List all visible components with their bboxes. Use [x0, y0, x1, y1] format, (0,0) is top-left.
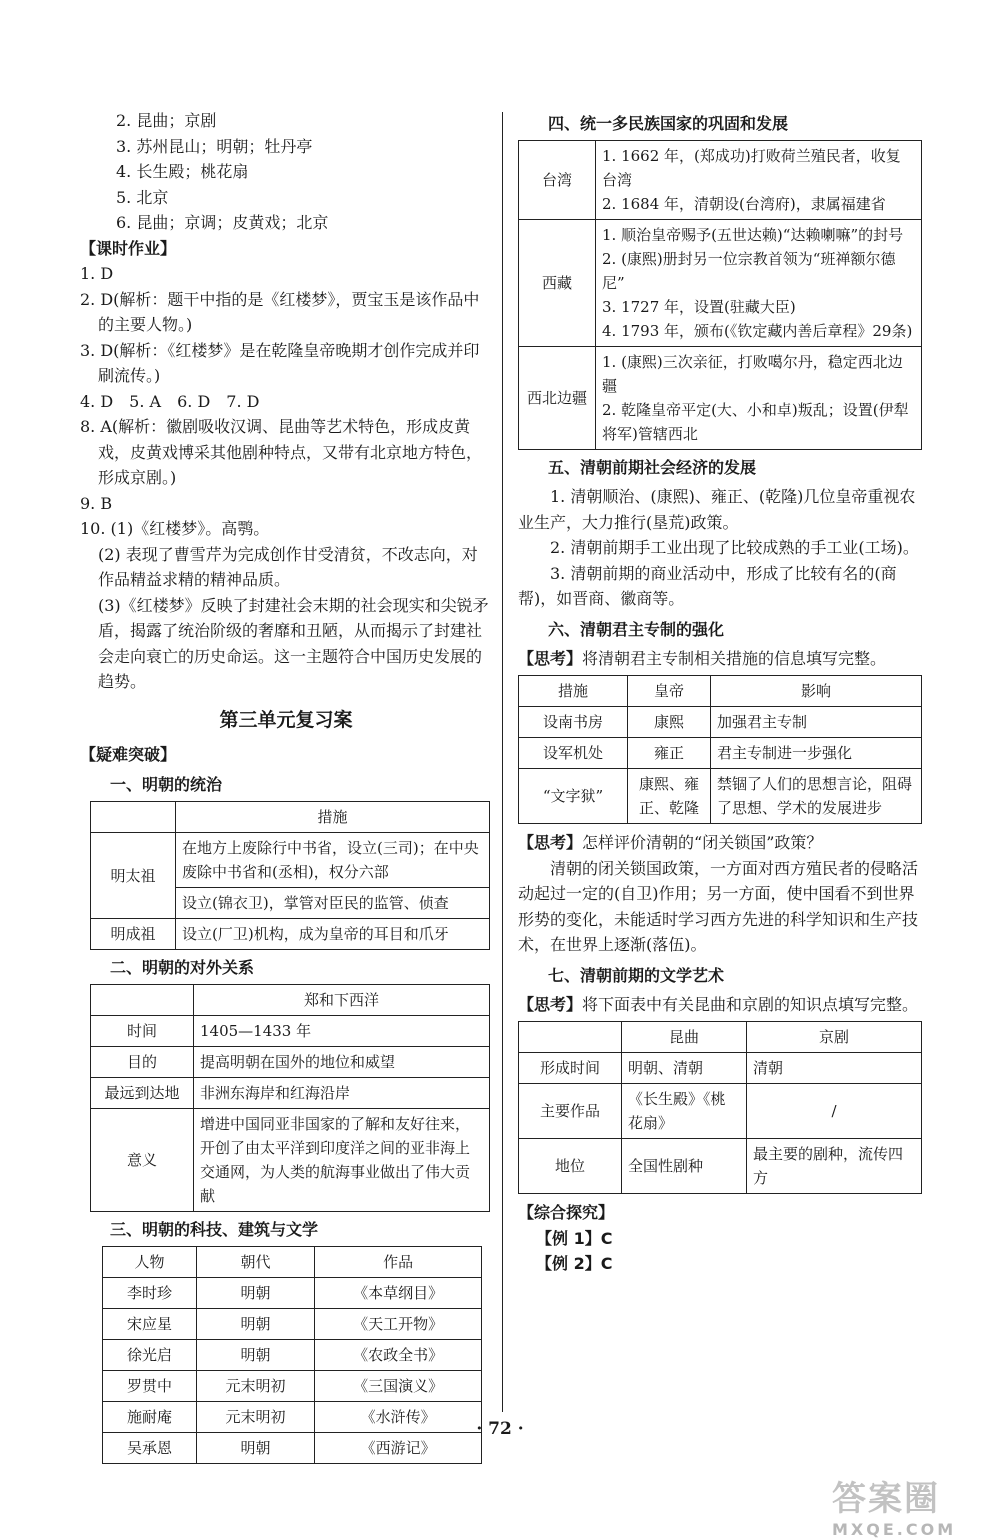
- table-cell: 《长生殿》《桃花扇》: [622, 1084, 747, 1139]
- table-cell-line: 1. (康熙)三次亲征，打败噶尔丹，稳定西北边疆: [602, 353, 903, 395]
- table-cell: [596, 220, 922, 347]
- table-cell: 最远到达地: [91, 1078, 194, 1109]
- homework-answer: 9. B: [80, 493, 113, 513]
- table-cell: 台湾: [519, 141, 596, 220]
- table-row: [519, 1053, 922, 1084]
- table-header: 人物: [103, 1247, 197, 1278]
- body-paragraph: 3. 清朝前期的商业活动中，形成了比较有名的(商帮)，如晋商、徽商等。: [518, 563, 897, 608]
- table-cell: 在地方上废除行中书省，设立(三司)；在中央废除中书省和(丞相)，权分六部: [176, 833, 490, 888]
- table-cell: 主要作品: [519, 1084, 622, 1139]
- answer-line: 2. 昆曲；京剧: [116, 111, 217, 130]
- table-cell: 形成时间: [519, 1053, 622, 1084]
- table-cell: 《本草纲目》: [315, 1278, 482, 1309]
- table-cell: 意义: [91, 1109, 194, 1212]
- body-paragraph: 1. 清朝顺治、(康熙)、雍正、(乾隆)几位皇帝重视农业生产，大力推行(垦荒)政策。: [518, 487, 916, 532]
- answer-line: 3. 苏州昆山；明朝；牡丹亭: [116, 136, 313, 156]
- table-header: 昆曲: [622, 1022, 747, 1053]
- table-cell-line: 2. 1684 年，清朝设(台湾府)，隶属福建省: [602, 195, 886, 213]
- example-answer: 【例 1】C: [536, 1228, 613, 1248]
- table-cell: /: [747, 1084, 922, 1139]
- table-cell: 《水浒传》: [315, 1402, 482, 1433]
- ming-rule-table: [90, 801, 490, 950]
- table-cell: 《西游记》: [315, 1433, 482, 1464]
- homework-heading: 【课时作业】: [80, 238, 177, 258]
- table-cell: 元末明初: [196, 1402, 314, 1433]
- page-number: · 72 ·: [476, 1419, 524, 1439]
- table-cell: 明朝: [196, 1340, 314, 1371]
- table-cell: 《天工开物》: [315, 1309, 482, 1340]
- think-text: 怎样评价清朝的“闭关锁国”政策？: [582, 833, 823, 852]
- table-header: 影响: [711, 676, 922, 707]
- table-cell: 设立(锦衣卫)，掌管对臣民的监管、侦查: [176, 888, 490, 919]
- homework-answer: 4. D 5. A 6. D 7. D: [80, 391, 260, 411]
- table-row: [519, 141, 922, 220]
- table-cell: 《三国演义》: [315, 1371, 482, 1402]
- table-cell: 设立(厂卫)机构，成为皇帝的耳目和爪牙: [176, 919, 490, 950]
- q10-part: (2) 表现了曹雪芹为完成创作甘受清贫，不改志向，对作品精益求精的精神品质。: [98, 544, 478, 589]
- table-cell: [91, 985, 194, 1016]
- table-cell: 吴承恩: [103, 1433, 197, 1464]
- table-cell: 康熙: [628, 707, 711, 738]
- example-answer: 【例 2】C: [536, 1254, 613, 1273]
- watermark-top: 答案圈: [832, 1479, 940, 1519]
- table-cell: [596, 141, 922, 220]
- table-header: 京剧: [747, 1022, 922, 1053]
- table-cell: 徐光启: [103, 1340, 197, 1371]
- opera-table: [518, 1021, 922, 1194]
- watermark-bottom: MXQE.COM: [832, 1520, 957, 1539]
- table-cell-line: 1. 1662 年，(郑成功)打败荷兰殖民者，收复台湾: [602, 147, 901, 189]
- table-row: [103, 1309, 482, 1340]
- table-cell: 罗贯中: [103, 1371, 197, 1402]
- table-cell-line: 2. (康熙)册封另一位宗教首领为“班禅额尔德尼”: [602, 250, 896, 292]
- table-cell: “文字狱”: [519, 769, 628, 824]
- table-header: 措施: [176, 802, 490, 833]
- table-cell: 元末明初: [196, 1371, 314, 1402]
- table-cell: 明朝: [196, 1309, 314, 1340]
- table-row: [519, 1084, 922, 1139]
- section-title: 三、明朝的科技、建筑与文学: [110, 1220, 319, 1239]
- table-cell: 明朝: [196, 1278, 314, 1309]
- zheng-he-table: [90, 984, 490, 1212]
- table-header: [519, 1022, 622, 1053]
- table-cell: 西北边疆: [519, 347, 596, 450]
- table-cell: 雍正: [628, 738, 711, 769]
- table-cell: 设军机处: [519, 738, 628, 769]
- table-cell: 设南书房: [519, 707, 628, 738]
- think-label: 【思考】: [518, 648, 583, 668]
- table-cell: 《农政全书》: [315, 1340, 482, 1371]
- think-text: 将下面表中有关昆曲和京剧的知识点填写完整。: [582, 994, 919, 1014]
- section-title: 五、清朝前期社会经济的发展: [548, 458, 757, 477]
- think-text: 将清朝君主专制相关措施的信息填写完整。: [582, 648, 887, 668]
- table-cell: 施耐庵: [103, 1402, 197, 1433]
- body-paragraph: 2. 清朝前期手工业出现了比较成熟的手工业(工场)。: [550, 538, 919, 557]
- table-row: [519, 769, 922, 824]
- think-label: 【思考】: [518, 994, 583, 1014]
- homework-answer: 2. D(解析：题干中指的是《红楼梦》，贾宝玉是该作品中的主要人物。): [80, 289, 480, 334]
- table-cell: 最主要的剧种，流传四方: [747, 1139, 922, 1194]
- table-cell: 禁锢了人们的思想言论，阻碍了思想、学术的发展进步: [711, 769, 922, 824]
- table-cell-line: 2. 乾隆皇帝平定(大、小和卓)叛乱；设置(伊犁将军)管辖西北: [602, 401, 909, 443]
- table-cell: 明朝、清朝: [622, 1053, 747, 1084]
- table-row: [103, 1371, 482, 1402]
- left-column: [80, 108, 492, 1464]
- table-cell: [91, 802, 176, 833]
- table-row: [103, 1278, 482, 1309]
- table-header: 措施: [519, 676, 628, 707]
- section-title: 六、清朝君主专制的强化: [548, 619, 725, 639]
- body-paragraph: 清朝的闭关锁国政策，一方面对西方殖民者的侵略活动起过一定的(自卫)作用；另一方面，使中国看不到世界形势的变化，未能适时学习西方先进的科学知识和生产技术，在世界上逐渐(落伍)。: [518, 858, 919, 954]
- think-prompt: [518, 646, 922, 672]
- answer-line: 5. 北京: [116, 187, 169, 207]
- think-prompt: [518, 992, 922, 1018]
- table-cell-line: 3. 1727 年，设置(驻藏大臣): [602, 298, 796, 316]
- table-cell: 非洲东海岸和红海沿岸: [194, 1078, 490, 1109]
- table-header: 作品: [315, 1247, 482, 1278]
- table-cell: 明成祖: [91, 919, 176, 950]
- homework-answer: 1. D: [80, 264, 114, 283]
- column-divider: [502, 112, 503, 1412]
- watermark-logo: [832, 1471, 992, 1539]
- answer-line: 4. 长生殿；桃花扇: [116, 162, 249, 181]
- table-cell: 明太祖: [91, 833, 176, 919]
- table-row: [519, 220, 922, 347]
- table-cell: 提高明朝在国外的地位和威望: [194, 1047, 490, 1078]
- think-label: 【思考】: [518, 833, 583, 852]
- table-cell: 康熙、雍正、乾隆: [628, 769, 711, 824]
- table-cell: 时间: [91, 1016, 194, 1047]
- table-cell: 地位: [519, 1139, 622, 1194]
- homework-answer: 8. A(解析：徽剧吸收汉调、昆曲等艺术特色，形成皮黄戏，皮黄戏博采其他剧种特点，又带有北京地方特色，形成京剧。): [80, 417, 483, 487]
- table-cell: 李时珍: [103, 1278, 197, 1309]
- table-cell: 宋应星: [103, 1309, 197, 1340]
- unification-table: [518, 140, 922, 450]
- table-cell: [596, 347, 922, 450]
- section-title: 二、明朝的对外关系: [110, 958, 255, 977]
- table-header: 皇帝: [628, 676, 711, 707]
- table-cell: 清朝: [747, 1053, 922, 1084]
- table-row: [519, 707, 922, 738]
- table-cell: 1405—1433 年: [194, 1016, 490, 1047]
- table-cell-line: 1. 顺治皇帝赐予(五世达赖)“达赖喇嘛”的封号: [602, 226, 904, 244]
- answer-line: 6. 昆曲；京调；皮黄戏；北京: [116, 213, 329, 232]
- section-title: 七、清朝前期的文学艺术: [548, 965, 725, 985]
- homework-answer: 10. (1)《红楼梦》。高鹗。: [80, 519, 270, 538]
- table-header: 郑和下西洋: [194, 985, 490, 1016]
- table-row: [519, 1139, 922, 1194]
- table-row: [519, 738, 922, 769]
- right-column: [518, 108, 922, 1277]
- table-cell: 加强君主专制: [711, 707, 922, 738]
- section-title: 四、统一多民族国家的巩固和发展: [548, 114, 789, 133]
- table-cell: 西藏: [519, 220, 596, 347]
- table-header: 朝代: [196, 1247, 314, 1278]
- table-cell: 君主专制进一步强化: [711, 738, 922, 769]
- table-cell: 明朝: [196, 1433, 314, 1464]
- homework-answer: 3. D(解析：《红楼梦》是在乾隆皇帝晚期才创作完成并印刷流传。): [80, 340, 480, 385]
- table-cell: 增进中国同亚非国家的了解和友好往来，开创了由太平洋到印度洋之间的亚非海上交通网，为人类的航海事业做出了伟大贡献: [194, 1109, 490, 1212]
- table-cell: 全国性剧种: [622, 1139, 747, 1194]
- table-row: [519, 347, 922, 450]
- unit-title: 第三单元复习案: [219, 708, 353, 731]
- think-prompt: [518, 830, 922, 856]
- autocracy-table: [518, 675, 922, 824]
- table-cell: 目的: [91, 1047, 194, 1078]
- difficulty-heading: 【疑难突破】: [80, 744, 177, 764]
- explore-heading: 【综合探究】: [518, 1203, 615, 1222]
- q10-part: (3)《红楼梦》反映了封建社会末期的社会现实和尖锐矛盾，揭露了统治阶级的奢靡和丑陋，从而揭示了封建社会走向衰亡的历史命运。这一主题符合中国历史发展的趋势。: [98, 595, 489, 691]
- section-title: 一、明朝的统治: [110, 775, 223, 794]
- table-cell-line: 4. 1793 年，颁布(《钦定藏内善后章程》29条): [602, 322, 913, 340]
- table-row: [103, 1340, 482, 1371]
